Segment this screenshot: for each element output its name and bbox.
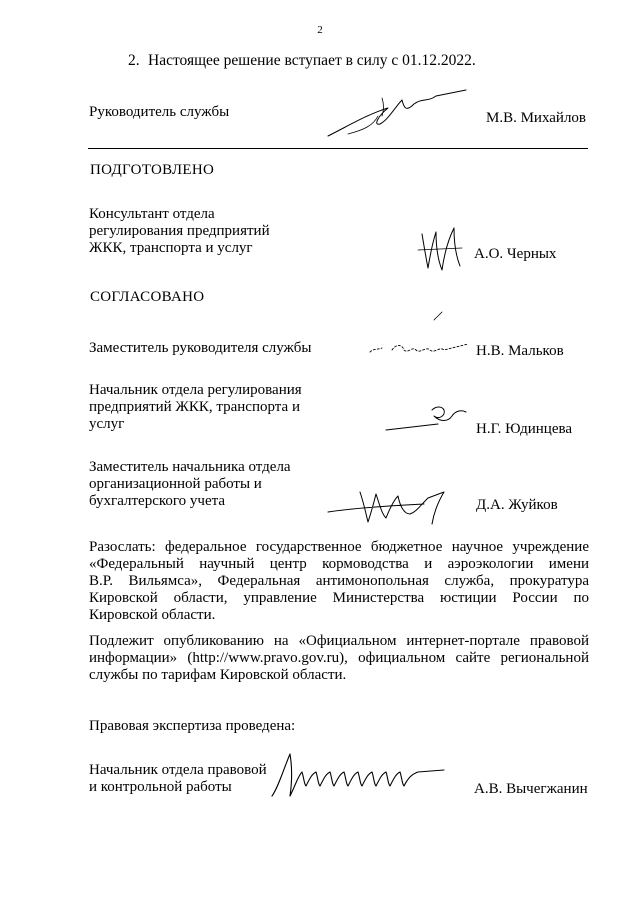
- legal-review-name: А.В. Вычегжанин: [474, 781, 588, 797]
- signer-1-name: Н.В. Мальков: [476, 343, 564, 359]
- position-line: Заместитель начальника отдела: [89, 459, 291, 475]
- item-number: 2.: [128, 52, 140, 69]
- decision-item: [128, 52, 476, 69]
- page-number: 2: [317, 24, 323, 36]
- paragraph-line: Разослать: федеральное государственное бюджетное научное учреждение: [89, 539, 589, 555]
- position-line: организационной работы и: [89, 476, 262, 492]
- position-line: и контрольной работы: [89, 779, 232, 795]
- head-position: Руководитель службы: [89, 104, 230, 120]
- publication-paragraph: [89, 633, 589, 684]
- paragraph-line: Подлежит опубликованию на «Официальном интернет-портале правовой: [89, 633, 589, 649]
- paragraph-line: информации» (http://www.pravo.gov.ru), официальном сайте региональной: [89, 650, 589, 666]
- position-line: ЖКК, транспорта и услуг: [89, 240, 253, 256]
- position-line: предприятий ЖКК, транспорта и: [89, 399, 300, 415]
- signer-3-position: [89, 459, 314, 510]
- legal-review-signature: [268, 748, 448, 804]
- paragraph-line: Кировской области.: [89, 607, 216, 623]
- position-line: Начальник отдела регулирования: [89, 382, 302, 398]
- prepared-position: [89, 206, 314, 257]
- paragraph-line: Кировской области, управление Министерства юстиции России по: [89, 590, 589, 606]
- position-line: Начальник отдела правовой: [89, 762, 267, 778]
- head-signature: [318, 86, 468, 144]
- distribution-paragraph: [89, 539, 589, 624]
- agreed-heading: СОГЛАСОВАНО: [90, 289, 205, 305]
- signer-2-position: [89, 382, 314, 433]
- prepared-signature: [414, 224, 470, 274]
- signer-1-signature: [364, 310, 474, 370]
- prepared-name: А.О. Черных: [474, 246, 557, 262]
- legal-review-text: Правовая экспертиза проведена:: [89, 718, 296, 734]
- signer-1-position: Заместитель руководителя службы: [89, 340, 312, 356]
- signer-3-name: Д.А. Жуйков: [476, 497, 558, 513]
- position-line: бухгалтерского учета: [89, 493, 226, 509]
- item-text: Настоящее решение вступает в силу с 01.12.2022.: [148, 52, 476, 69]
- position-line: услуг: [89, 416, 125, 432]
- head-name: М.В. Михайлов: [486, 110, 587, 126]
- prepared-heading: ПОДГОТОВЛЕНО: [90, 162, 215, 178]
- signer-2-signature: [382, 400, 472, 436]
- paragraph-line: В.Р. Вильямса», Федеральная антимонопольная служба, прокуратура: [89, 573, 589, 589]
- divider: [88, 148, 588, 149]
- signer-3-signature: [324, 484, 464, 528]
- paragraph-line: «Федеральный научный центр кормоводства и аэроэкологии имени: [89, 556, 589, 572]
- position-line: регулирования предприятий: [89, 223, 270, 239]
- position-line: Консультант отдела: [89, 206, 215, 222]
- signer-2-name: Н.Г. Юдинцева: [476, 421, 573, 437]
- paragraph-line: службы по тарифам Кировской области.: [89, 667, 347, 683]
